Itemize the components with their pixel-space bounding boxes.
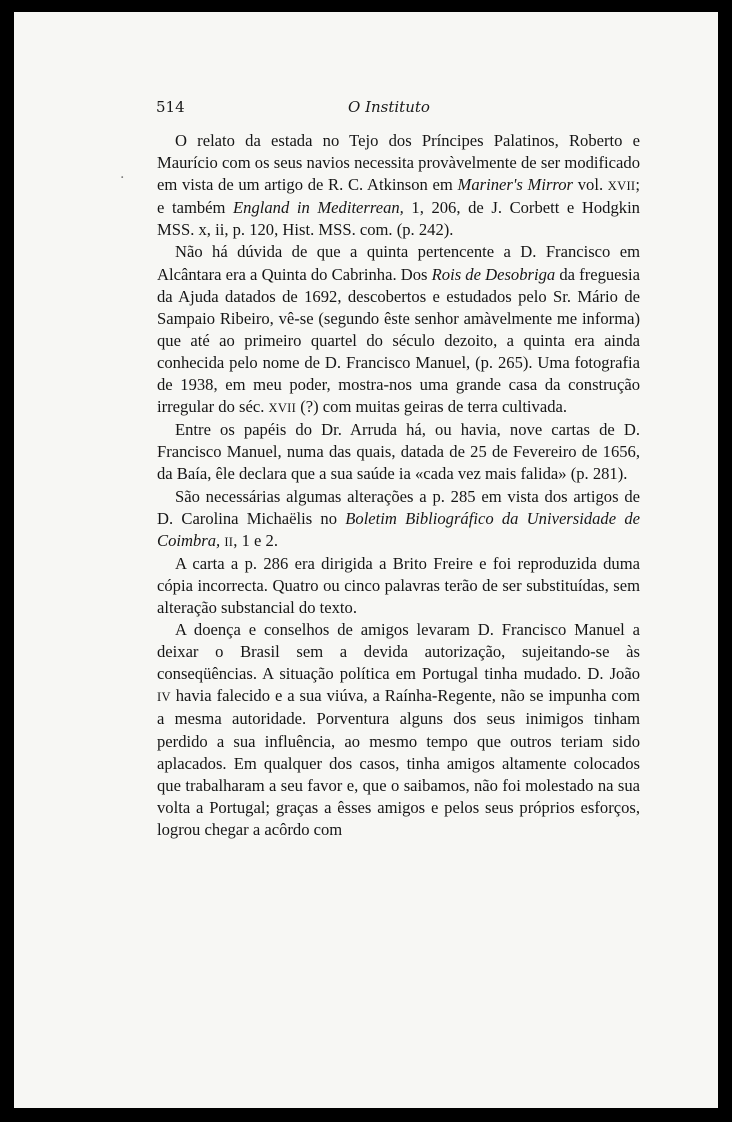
book-page: [14, 12, 718, 1108]
margin-dot: ·: [120, 170, 125, 186]
page-header: [156, 98, 656, 120]
running-title: O Instituto: [348, 98, 430, 116]
paragraph-4: São necessárias algumas alterações a p. 285 em vista dos artigos de D. Carolina Michaëlis no Boletim Bibliográfico da Universidade de Coimbra, II, 1 e 2.: [157, 486, 640, 550]
page-number: 514: [156, 98, 185, 116]
paragraph-3: Entre os papéis do Dr. Arruda há, ou havia, nove cartas de D. Francisco Manuel, numa das quais, datada de 25 de Fevereiro de 1656, da Baía, êle declara que a sua saúde ia «cada vez mais falida» (p. 281).: [157, 420, 640, 484]
paragraph-2: Não há dúvida de que a quinta pertencente a D. Francisco em Alcântara era a Quinta do Cabrinha. Dos Rois de Desobriga da freguesia da Ajuda datados de 1692, descobertos e estudados pelo Sr. Mário de Sampaio Ribeiro, vê-se (segundo êste senhor amàvelmente me informa) que até ao primeiro quartel do século dezoito, a quinta era ainda conhecida pelo nome de D. Francisco Manuel, (p. 265). Uma fotografia de 1938, em meu poder, mostra-nos uma grande casa da construção irregular do séc. XVII (?) com muitas geiras de terra cultivada.: [157, 242, 640, 417]
paragraph-6: A doença e conselhos de amigos levaram D. Francisco Manuel a deixar o Brasil sem a devida autorização, sujeitando-se às conseqüências. A situação política em Portugal tinha mudado. D. João IV havia falecido e a sua viúva, a Raínha-Regente, não se impunha com a mesma autoridade. Porventura alguns dos seus inimigos tinham perdido a sua influência, ao mesmo tempo que outros teriam sido aplacados. Em qualquer dos casos, tinha amigos altamente colocados que trabalharam a seu favor e, que o saibamos, não foi molestado na sua volta a Portugal; graças a êsses amigos e pelos seus próprios esforços, logrou chegar a acôrdo com: [157, 620, 640, 839]
paragraph-1: O relato da estada no Tejo dos Príncipes Palatinos, Roberto e Maurício com os seus navios necessita provàvelmente de ser modificado em vista de um artigo de R. C. Atkinson em Mariner's Mirror vol. XVII; e também England in Mediterrean, 1, 206, de J. Corbett e Hodgkin MSS. x, ii, p. 120, Hist. MSS. com. (p. 242).: [157, 131, 641, 240]
paragraph-5: A carta a p. 286 era dirigida a Brito Freire e foi reproduzida duma cópia incorrecta. Quatro ou cinco palavras terão de ser substituídas, sem alteração substancial do texto.: [157, 553, 640, 617]
body-text: [157, 130, 640, 841]
